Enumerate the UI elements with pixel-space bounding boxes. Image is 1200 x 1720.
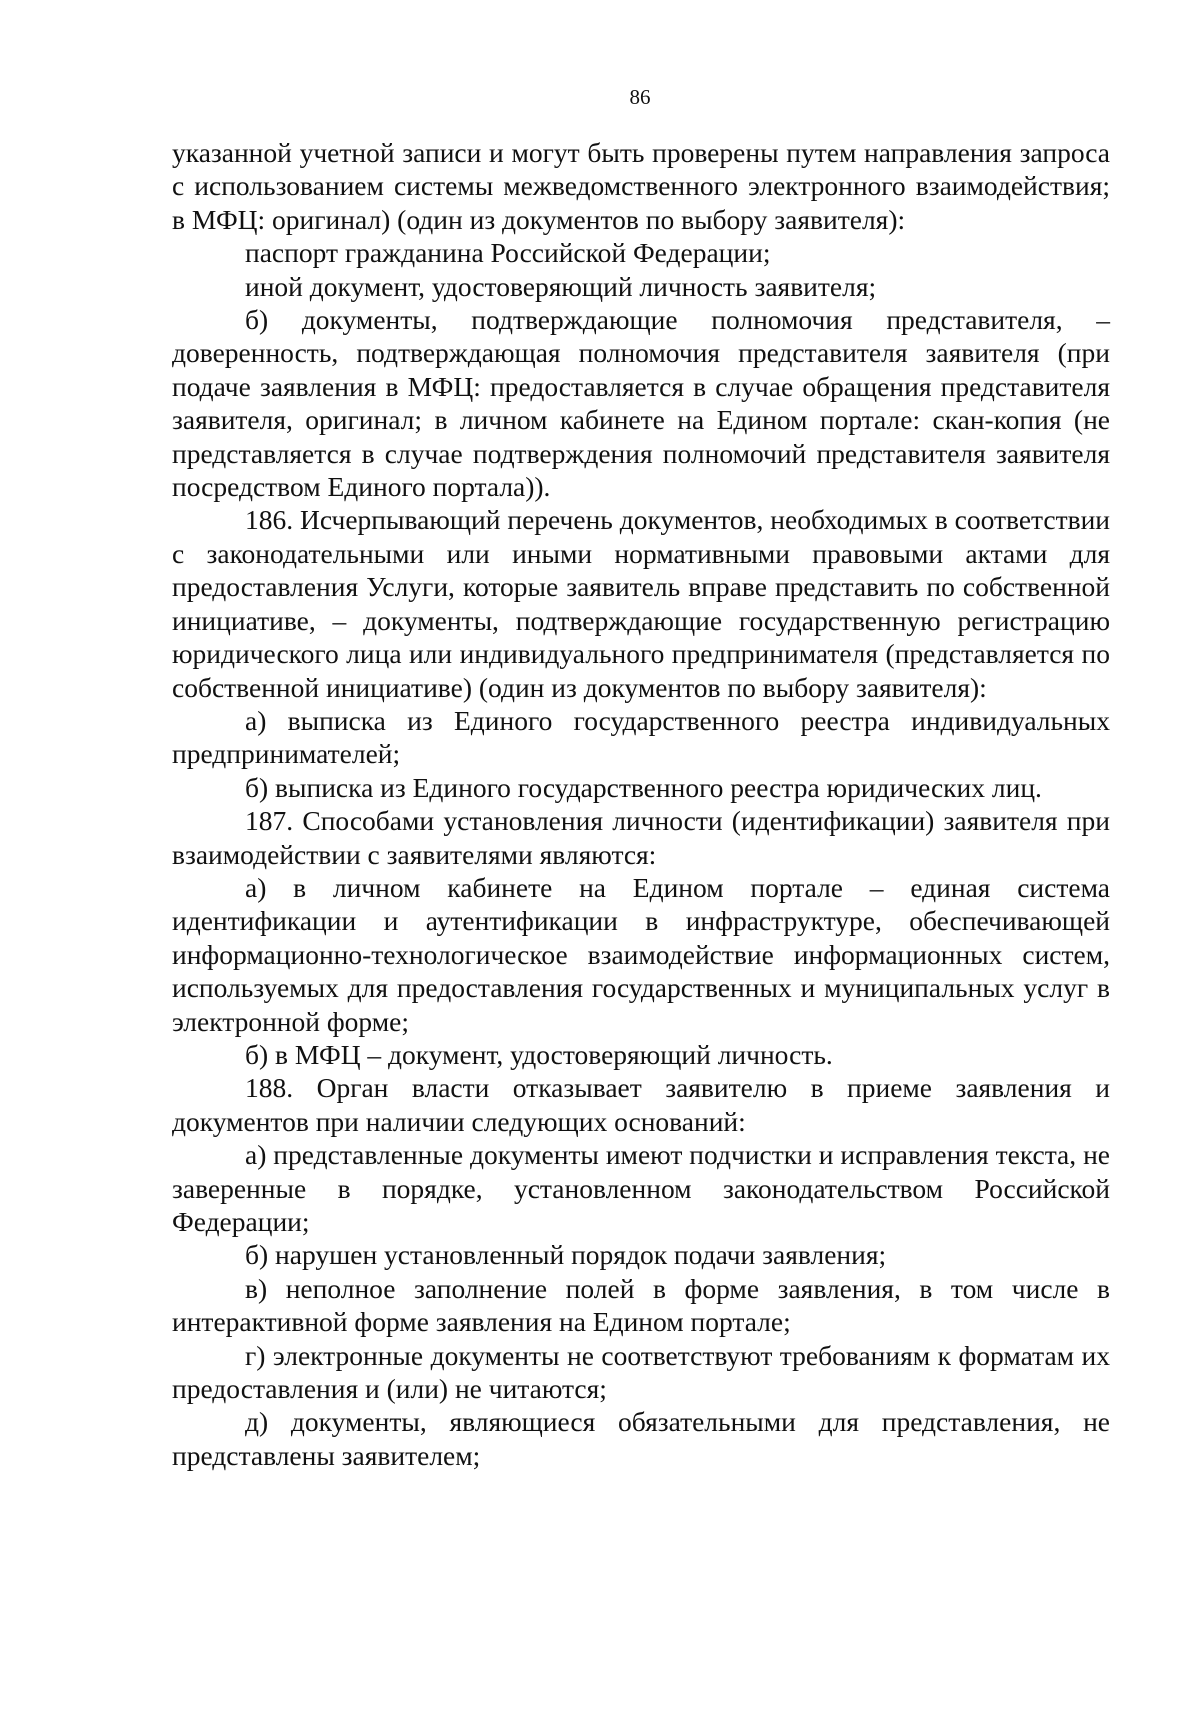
list-item-missing-documents: д) документы, являющиеся обязательными для представления, не представлены заявителем; bbox=[172, 1406, 1110, 1471]
list-item-corrections: а) представленные документы имеют подчистки и исправления текста, не заверенные в порядке, установленном законодательством Российской Федерации; bbox=[172, 1139, 1110, 1237]
list-item-incomplete-form: в) неполное заполнение полей в форме заявления, в том числе в интерактивной форме заявления на Едином портале; bbox=[172, 1272, 1110, 1338]
list-item-egrip-extract: а) выписка из Единого государственного реестра индивидуальных предпринимателей; bbox=[172, 704, 1110, 770]
document-body bbox=[172, 136, 1110, 1472]
paragraph-186: 186. Исчерпывающий перечень документов, необходимых в соответствии с законодательными или иными нормативными правовыми актами для предоставления Услуги, которые заявитель вправе представить по собственной инициативе, – документы, подтверждающие государственную регистрацию юридического лица или индивидуального предпринимателя (представляется по собственной инициативе) (один из документов по выбору заявителя): bbox=[172, 504, 1111, 703]
list-item-other-id: иной документ, удостоверяющий личность заявителя; bbox=[245, 270, 877, 302]
list-item-procedure-violated: б) нарушен установленный порядок подачи заявления; bbox=[245, 1239, 887, 1271]
list-item-passport: паспорт гражданина Российской Федерации; bbox=[245, 237, 771, 269]
paragraph-188: 188. Орган власти отказывает заявителю в приеме заявления и документов при наличии следующих оснований: bbox=[172, 1072, 1110, 1137]
page-number: 86 bbox=[629, 85, 651, 109]
list-item-representative-docs: б) документы, подтверждающие полномочия представителя, – доверенность, подтверждающая полномочия представителя заявителя (при подаче заявления в МФЦ: предоставляется в случае обращения представителя заявителя, оригинал; в личном кабинете на Едином портале: скан-копия (не представляется в случае подтверждения полномочий представителя заявителя посредством Единого портала)). bbox=[172, 304, 1110, 503]
list-item-egrul-extract: б) выписка из Единого государственного реестра юридических лиц. bbox=[245, 771, 1042, 803]
list-item-mfc-id: б) в МФЦ – документ, удостоверяющий личность. bbox=[245, 1038, 833, 1070]
list-item-esia: а) в личном кабинете на Едином портале – единая система идентификации и аутентификации в инфраструктуре, обеспечивающей информационно-технологическое взаимодействие информационных систем, используемых для предоставления государственных и муниципальных услуг в электронной форме; bbox=[172, 871, 1110, 1037]
paragraph-continuation: указанной учетной записи и могут быть проверены путем направления запроса с использованием системы межведомственного электронного взаимодействия; в МФЦ: оригинал) (один из документов по выбору заявителя): bbox=[172, 137, 1110, 235]
paragraph-187: 187. Способами установления личности (идентификации) заявителя при взаимодействии с заявителями являются: bbox=[172, 805, 1110, 870]
list-item-format-mismatch: г) электронные документы не соответствуют требованиям к форматам их предоставления и (или) не читаются; bbox=[172, 1339, 1110, 1405]
